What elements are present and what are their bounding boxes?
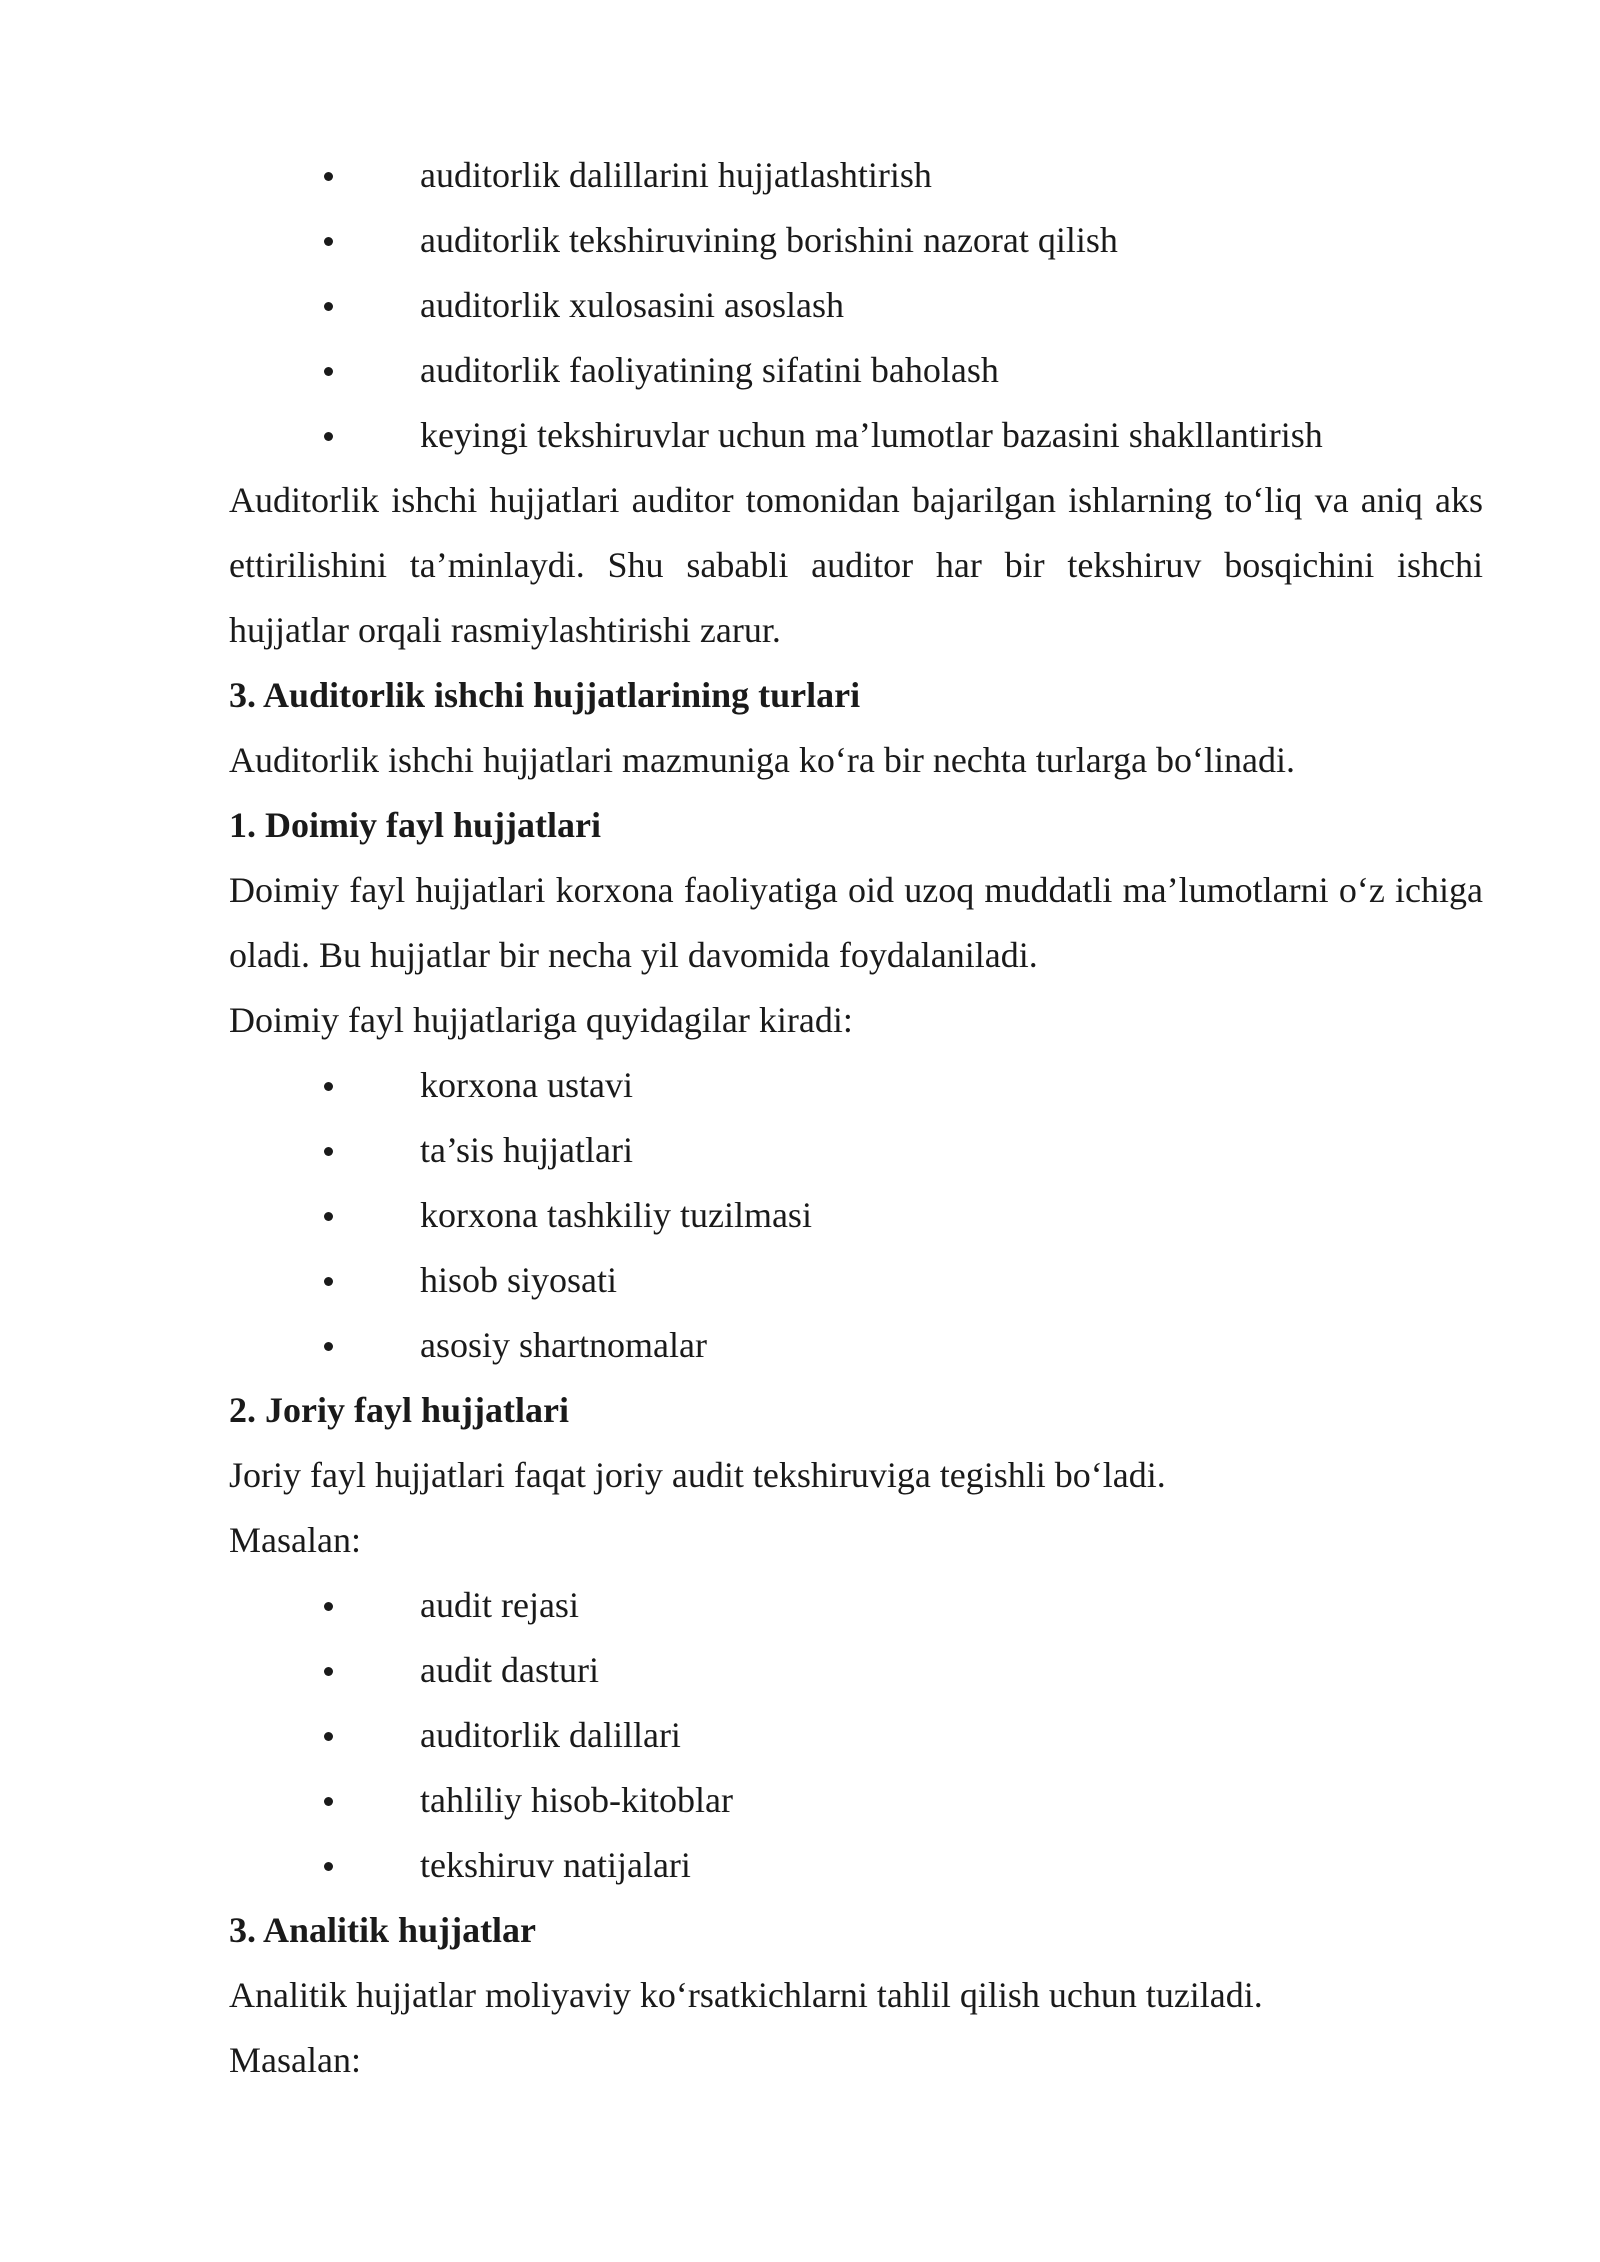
list-item bbox=[229, 1053, 1483, 1118]
paragraph-analytic: Analitik hujjatlar moliyaviy ko‘rsatkichlarni tahlil qilish uchun tuziladi. bbox=[229, 1975, 1263, 2015]
bullet-icon bbox=[324, 1602, 333, 1611]
list-item-text: auditorlik dalillarini hujjatlashtirish bbox=[420, 155, 932, 195]
list-item-text: auditorlik xulosasini asoslash bbox=[420, 285, 844, 325]
list-item-text: keyingi tekshiruvlar uchun ma’lumotlar bazasini shakllantirish bbox=[420, 415, 1323, 455]
bullet-list-current-file bbox=[229, 1573, 1483, 1898]
bullet-icon bbox=[324, 172, 333, 181]
paragraph-current-example: Masalan: bbox=[229, 1520, 361, 1560]
bullet-icon bbox=[324, 302, 333, 311]
list-item bbox=[229, 1248, 1483, 1313]
list-item-text: audit rejasi bbox=[420, 1585, 579, 1625]
list-item-text: auditorlik tekshiruvining borishini nazorat qilish bbox=[420, 220, 1118, 260]
list-item bbox=[229, 1313, 1483, 1378]
list-item bbox=[229, 208, 1483, 273]
list-item bbox=[229, 1573, 1483, 1638]
paragraph-types: Auditorlik ishchi hujjatlari mazmuniga ko‘ra bir nechta turlarga bo‘linadi. bbox=[229, 740, 1296, 780]
list-item bbox=[229, 1768, 1483, 1833]
paragraph-permanent-file: Doimiy fayl hujjatlari korxona faoliyatiga oid uzoq muddatli ma’lumotlarni o‘z ichiga oladi. Bu hujjatlar bir necha yil davomida foydalaniladi. bbox=[229, 870, 1483, 975]
paragraph-intro: Auditorlik ishchi hujjatlari auditor tomonidan bajarilgan ishlarning to‘liq va aniq aks ettirilishini ta’minlaydi. Shu sababli auditor har bir tekshiruv bosqichini ishchi hujjatlar orqali rasmiylashtirishi zarur. bbox=[229, 480, 1483, 650]
list-item bbox=[229, 1638, 1483, 1703]
bullet-icon bbox=[324, 1732, 333, 1741]
list-item bbox=[229, 273, 1483, 338]
list-item bbox=[229, 403, 1483, 468]
bullet-icon bbox=[324, 237, 333, 246]
bullet-icon bbox=[324, 1212, 333, 1221]
list-item-text: tahliliy hisob-kitoblar bbox=[420, 1780, 733, 1820]
bullet-list-permanent-file bbox=[229, 1053, 1483, 1378]
list-item bbox=[229, 143, 1483, 208]
list-item-text: asosiy shartnomalar bbox=[420, 1325, 707, 1365]
list-item-text: auditorlik faoliyatining sifatini baholash bbox=[420, 350, 999, 390]
paragraph-current-file: Joriy fayl hujjatlari faqat joriy audit tekshiruviga tegishli bo‘ladi. bbox=[229, 1455, 1166, 1495]
subheading-permanent-file: 1. Doimiy fayl hujjatlari bbox=[229, 805, 601, 845]
bullet-icon bbox=[324, 1862, 333, 1871]
bullet-icon bbox=[324, 1342, 333, 1351]
list-item bbox=[229, 338, 1483, 403]
bullet-icon bbox=[324, 367, 333, 376]
list-item-text: ta’sis hujjatlari bbox=[420, 1130, 633, 1170]
bullet-icon bbox=[324, 1147, 333, 1156]
bullet-icon bbox=[324, 1797, 333, 1806]
list-item-text: korxona tashkiliy tuzilmasi bbox=[420, 1195, 812, 1235]
paragraph-permanent-list-intro: Doimiy fayl hujjatlariga quyidagilar kiradi: bbox=[229, 1000, 853, 1040]
bullet-icon bbox=[324, 1082, 333, 1091]
list-item-text: auditorlik dalillari bbox=[420, 1715, 681, 1755]
list-item-text: audit dasturi bbox=[420, 1650, 599, 1690]
list-item-text: tekshiruv natijalari bbox=[420, 1845, 691, 1885]
bullet-icon bbox=[324, 1667, 333, 1676]
list-item bbox=[229, 1183, 1483, 1248]
list-item-text: korxona ustavi bbox=[420, 1065, 633, 1105]
paragraph-analytic-example: Masalan: bbox=[229, 2040, 361, 2080]
subheading-current-file: 2. Joriy fayl hujjatlari bbox=[229, 1390, 569, 1430]
bullet-icon bbox=[324, 1277, 333, 1286]
section-heading-types: 3. Auditorlik ishchi hujjatlarining turlari bbox=[229, 675, 861, 715]
subheading-analytic-documents: 3. Analitik hujjatlar bbox=[229, 1910, 537, 1950]
bullet-icon bbox=[324, 432, 333, 441]
list-item bbox=[229, 1118, 1483, 1183]
list-item bbox=[229, 1833, 1483, 1898]
document-content bbox=[229, 143, 1483, 2093]
list-item bbox=[229, 1703, 1483, 1768]
bullet-list-purposes bbox=[229, 143, 1483, 468]
list-item-text: hisob siyosati bbox=[420, 1260, 618, 1300]
